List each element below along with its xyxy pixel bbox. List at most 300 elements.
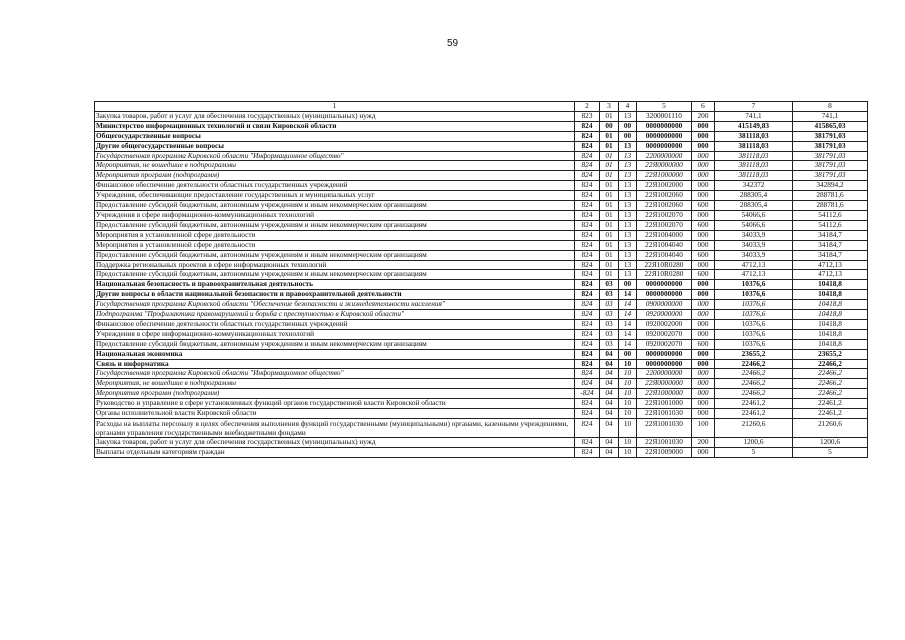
cell-ministry-code: 824 bbox=[575, 447, 600, 457]
cell-amount-1: 22466,2 bbox=[715, 389, 793, 399]
cell-amount-1: 10376,6 bbox=[715, 300, 793, 310]
cell-amount-1: 381118,03 bbox=[715, 171, 793, 181]
cell-section: 04 bbox=[600, 438, 619, 448]
cell-expense-type: 000 bbox=[692, 210, 715, 220]
table-row bbox=[95, 171, 868, 181]
cell-name: Мероприятия программ (подпрограмм) bbox=[95, 171, 575, 181]
cell-section: 04 bbox=[600, 349, 619, 359]
cell-section: 04 bbox=[600, 399, 619, 409]
cell-ministry-code: 824 bbox=[575, 319, 600, 329]
cell-section: 03 bbox=[600, 310, 619, 320]
cell-ministry-code: 824 bbox=[575, 171, 600, 181]
cell-amount-1: 288305,4 bbox=[715, 201, 793, 211]
cell-section: 04 bbox=[600, 359, 619, 369]
cell-target-article: 0000000000 bbox=[637, 131, 692, 141]
cell-section: 04 bbox=[600, 409, 619, 419]
cell-subsection: 13 bbox=[619, 141, 637, 151]
cell-expense-type: 000 bbox=[692, 379, 715, 389]
cell-expense-type: 200 bbox=[692, 438, 715, 448]
cell-amount-1: 34033,9 bbox=[715, 230, 793, 240]
cell-subsection: 13 bbox=[619, 240, 637, 250]
cell-amount-1: 22461,2 bbox=[715, 409, 793, 419]
cell-subsection: 13 bbox=[619, 210, 637, 220]
cell-section: 01 bbox=[600, 240, 619, 250]
cell-amount-1: 10376,6 bbox=[715, 310, 793, 320]
header-cell: 8 bbox=[793, 102, 868, 112]
cell-amount-2: 22466,2 bbox=[793, 369, 868, 379]
cell-expense-type: 000 bbox=[692, 359, 715, 369]
cell-amount-1: 381118,03 bbox=[715, 151, 793, 161]
cell-ministry-code: 824 bbox=[575, 260, 600, 270]
cell-name: Мероприятия, не вошедшие в подпрограммы bbox=[95, 161, 575, 171]
cell-target-article: 0000000000 bbox=[637, 141, 692, 151]
cell-section: 01 bbox=[600, 161, 619, 171]
cell-section: 01 bbox=[600, 201, 619, 211]
cell-ministry-code: 824 bbox=[575, 201, 600, 211]
cell-target-article: 0000000000 bbox=[637, 290, 692, 300]
cell-target-article: 22Я10R0280 bbox=[637, 270, 692, 280]
table-row bbox=[95, 181, 868, 191]
cell-section: 03 bbox=[600, 300, 619, 310]
cell-amount-1: 1200,6 bbox=[715, 438, 793, 448]
cell-name: Государственная программа Кировской области "Информационное общество" bbox=[95, 151, 575, 161]
cell-amount-2: 5 bbox=[793, 447, 868, 457]
cell-section: 03 bbox=[600, 290, 619, 300]
cell-subsection: 14 bbox=[619, 319, 637, 329]
cell-target-article: 2200000000 bbox=[637, 151, 692, 161]
cell-expense-type: 200 bbox=[692, 111, 715, 121]
cell-amount-2: 23655,2 bbox=[793, 349, 868, 359]
cell-section: 01 bbox=[600, 191, 619, 201]
table-row bbox=[95, 369, 868, 379]
table-row bbox=[95, 290, 868, 300]
cell-ministry-code: 824 bbox=[575, 349, 600, 359]
table-row bbox=[95, 329, 868, 339]
cell-ministry-code: 824 bbox=[575, 280, 600, 290]
cell-name: Мероприятия в установленной сфере деятельности bbox=[95, 240, 575, 250]
cell-name: Связь и информатика bbox=[95, 359, 575, 369]
cell-section: 04 bbox=[600, 389, 619, 399]
cell-subsection: 10 bbox=[619, 399, 637, 409]
cell-expense-type: 000 bbox=[692, 349, 715, 359]
cell-ministry-code: 824 bbox=[575, 220, 600, 230]
cell-name: Поддержка региональных проектов в сфере информационных технологий bbox=[95, 260, 575, 270]
table-row bbox=[95, 349, 868, 359]
cell-target-article: 0920002070 bbox=[637, 339, 692, 349]
cell-expense-type: 000 bbox=[692, 399, 715, 409]
cell-amount-2: 54112,6 bbox=[793, 210, 868, 220]
cell-name: Общегосударственные вопросы bbox=[95, 131, 575, 141]
cell-amount-2: 381791,03 bbox=[793, 171, 868, 181]
cell-ministry-code: 824 bbox=[575, 359, 600, 369]
table-row bbox=[95, 260, 868, 270]
cell-name: Другие общегосударственные вопросы bbox=[95, 141, 575, 151]
cell-name: Закупка товаров, работ и услуг для обеспечения государственных (муниципальных) нужд bbox=[95, 438, 575, 448]
cell-subsection: 00 bbox=[619, 121, 637, 131]
cell-target-article: 22Я1001030 bbox=[637, 438, 692, 448]
cell-amount-1: 4712,13 bbox=[715, 270, 793, 280]
cell-target-article: 0000000000 bbox=[637, 280, 692, 290]
cell-amount-2: 415865,03 bbox=[793, 121, 868, 131]
cell-amount-1: 23655,2 bbox=[715, 349, 793, 359]
cell-section: 04 bbox=[600, 369, 619, 379]
cell-section: 04 bbox=[600, 379, 619, 389]
cell-amount-2: 288781,6 bbox=[793, 191, 868, 201]
table-row bbox=[95, 201, 868, 211]
cell-expense-type: 000 bbox=[692, 447, 715, 457]
cell-subsection: 13 bbox=[619, 191, 637, 201]
cell-expense-type: 000 bbox=[692, 161, 715, 171]
cell-ministry-code: 824 bbox=[575, 210, 600, 220]
cell-ministry-code: -824 bbox=[575, 389, 600, 399]
cell-subsection: 13 bbox=[619, 220, 637, 230]
cell-amount-1: 22466,2 bbox=[715, 359, 793, 369]
cell-amount-2: 288781,6 bbox=[793, 201, 868, 211]
cell-amount-1: 10376,6 bbox=[715, 280, 793, 290]
cell-expense-type: 600 bbox=[692, 270, 715, 280]
cell-ministry-code: 824 bbox=[575, 339, 600, 349]
cell-expense-type: 000 bbox=[692, 181, 715, 191]
cell-section: 04 bbox=[600, 447, 619, 457]
cell-amount-2: 21260,6 bbox=[793, 419, 868, 438]
table-row bbox=[95, 210, 868, 220]
cell-expense-type: 000 bbox=[692, 171, 715, 181]
cell-amount-2: 342894,2 bbox=[793, 181, 868, 191]
cell-amount-2: 34184,7 bbox=[793, 250, 868, 260]
cell-amount-2: 4712,13 bbox=[793, 270, 868, 280]
cell-expense-type: 000 bbox=[692, 151, 715, 161]
table-row bbox=[95, 151, 868, 161]
cell-section: 04 bbox=[600, 419, 619, 438]
cell-name: Предоставление субсидий бюджетным, автономным учреждениям и иным некоммерческим организациям bbox=[95, 220, 575, 230]
cell-target-article: 22Я1004040 bbox=[637, 240, 692, 250]
cell-ministry-code: 824 bbox=[575, 369, 600, 379]
cell-amount-2: 22466,2 bbox=[793, 389, 868, 399]
cell-ministry-code: 824 bbox=[575, 270, 600, 280]
cell-ministry-code: 824 bbox=[575, 230, 600, 240]
cell-target-article: 2200000000 bbox=[637, 369, 692, 379]
cell-name: Министерство информационных технологий и связи Кировской области bbox=[95, 121, 575, 131]
cell-ministry-code: 824 bbox=[575, 409, 600, 419]
cell-expense-type: 000 bbox=[692, 329, 715, 339]
cell-expense-type: 000 bbox=[692, 131, 715, 141]
cell-expense-type: 600 bbox=[692, 201, 715, 211]
cell-target-article: 0000000000 bbox=[637, 349, 692, 359]
cell-ministry-code: 824 bbox=[575, 379, 600, 389]
cell-section: 01 bbox=[600, 141, 619, 151]
cell-expense-type: 100 bbox=[692, 419, 715, 438]
cell-subsection: 14 bbox=[619, 310, 637, 320]
table-row bbox=[95, 438, 868, 448]
cell-expense-type: 000 bbox=[692, 409, 715, 419]
table-row bbox=[95, 131, 868, 141]
cell-section: 03 bbox=[600, 319, 619, 329]
cell-amount-2: 10418,8 bbox=[793, 319, 868, 329]
cell-expense-type: 000 bbox=[692, 310, 715, 320]
cell-subsection: 14 bbox=[619, 290, 637, 300]
table-row bbox=[95, 339, 868, 349]
cell-expense-type: 000 bbox=[692, 290, 715, 300]
cell-name: Подпрограмма "Профилактика правонарушений и борьба с преступностью в Кировской области" bbox=[95, 310, 575, 320]
cell-section: 03 bbox=[600, 280, 619, 290]
cell-name: Предоставление субсидий бюджетным, автономным учреждениям и иным некоммерческим организациям bbox=[95, 250, 575, 260]
cell-subsection: 13 bbox=[619, 230, 637, 240]
cell-section: 00 bbox=[600, 121, 619, 131]
cell-amount-1: 381118,03 bbox=[715, 161, 793, 171]
cell-ministry-code: 824 bbox=[575, 121, 600, 131]
cell-expense-type: 000 bbox=[692, 319, 715, 329]
cell-target-article: 0900000000 bbox=[637, 300, 692, 310]
cell-ministry-code: 824 bbox=[575, 161, 600, 171]
table-row bbox=[95, 447, 868, 457]
cell-amount-1: 22466,2 bbox=[715, 369, 793, 379]
cell-amount-2: 22466,2 bbox=[793, 359, 868, 369]
cell-ministry-code: 824 bbox=[575, 300, 600, 310]
cell-target-article: 3200001110 bbox=[637, 111, 692, 121]
cell-subsection: 10 bbox=[619, 379, 637, 389]
table-row bbox=[95, 310, 868, 320]
header-cell: 4 bbox=[619, 102, 637, 112]
cell-section: 01 bbox=[600, 230, 619, 240]
cell-section: 03 bbox=[600, 329, 619, 339]
cell-subsection: 13 bbox=[619, 250, 637, 260]
cell-subsection: 10 bbox=[619, 369, 637, 379]
cell-amount-1: 54066,6 bbox=[715, 220, 793, 230]
cell-target-article: 22Я1000000 bbox=[637, 389, 692, 399]
cell-ministry-code: 824 bbox=[575, 438, 600, 448]
table-row bbox=[95, 121, 868, 131]
table-row bbox=[95, 240, 868, 250]
cell-ministry-code: 824 bbox=[575, 151, 600, 161]
table-row bbox=[95, 409, 868, 419]
cell-amount-2: 381791,03 bbox=[793, 151, 868, 161]
header-cell: 5 bbox=[637, 102, 692, 112]
cell-amount-1: 22466,2 bbox=[715, 379, 793, 389]
cell-name: Мероприятия программ (подпрограмм) bbox=[95, 389, 575, 399]
header-cell: 6 bbox=[692, 102, 715, 112]
table-body bbox=[95, 111, 868, 457]
cell-subsection: 10 bbox=[619, 438, 637, 448]
cell-name: Предоставление субсидий бюджетным, автономным учреждениям и иным некоммерческим организациям bbox=[95, 270, 575, 280]
cell-target-article: 22Я1000000 bbox=[637, 171, 692, 181]
cell-amount-1: 10376,6 bbox=[715, 290, 793, 300]
table-row bbox=[95, 389, 868, 399]
cell-target-article: 22Я10R0280 bbox=[637, 260, 692, 270]
table-row bbox=[95, 270, 868, 280]
table-row bbox=[95, 319, 868, 329]
cell-amount-2: 4712,13 bbox=[793, 260, 868, 270]
table-row bbox=[95, 379, 868, 389]
table-row bbox=[95, 220, 868, 230]
cell-expense-type: 000 bbox=[692, 280, 715, 290]
cell-target-article: 22Я1002060 bbox=[637, 201, 692, 211]
table-row bbox=[95, 280, 868, 290]
cell-amount-2: 10418,8 bbox=[793, 310, 868, 320]
page-number: 59 bbox=[446, 38, 459, 49]
cell-target-article: 0920002000 bbox=[637, 319, 692, 329]
cell-name: Государственная программа Кировской области "Обеспечение безопасности и жизнедеятельности населения" bbox=[95, 300, 575, 310]
cell-amount-1: 342372 bbox=[715, 181, 793, 191]
cell-amount-2: 10418,8 bbox=[793, 290, 868, 300]
cell-ministry-code: 824 bbox=[575, 310, 600, 320]
cell-name: Финансовое обеспечение деятельности областных государственных учреждений bbox=[95, 319, 575, 329]
table-row bbox=[95, 419, 868, 438]
cell-expense-type: 000 bbox=[692, 300, 715, 310]
cell-section: 01 bbox=[600, 181, 619, 191]
cell-subsection: 10 bbox=[619, 419, 637, 438]
cell-amount-1: 381118,03 bbox=[715, 141, 793, 151]
cell-subsection: 10 bbox=[619, 389, 637, 399]
cell-name: Расходы на выплаты персоналу в целях обеспечения выполнения функций государственными (муниципальными) органами, казенными учреждениями, органами управления государственными внебюджетными фондами bbox=[95, 419, 575, 438]
cell-expense-type: 000 bbox=[692, 191, 715, 201]
cell-expense-type: 000 bbox=[692, 240, 715, 250]
cell-name: Предоставление субсидий бюджетным, автономным учреждениям и иным некоммерческим организациям bbox=[95, 201, 575, 211]
cell-expense-type: 600 bbox=[692, 250, 715, 260]
cell-target-article: 0000000000 bbox=[637, 121, 692, 131]
cell-target-article: 0000000000 bbox=[637, 359, 692, 369]
cell-name: Предоставление субсидий бюджетным, автономным учреждениям и иным некоммерческим организациям bbox=[95, 339, 575, 349]
cell-amount-2: 10418,8 bbox=[793, 329, 868, 339]
cell-subsection: 10 bbox=[619, 409, 637, 419]
cell-expense-type: 000 bbox=[692, 141, 715, 151]
cell-section: 01 bbox=[600, 171, 619, 181]
cell-amount-1: 22461,2 bbox=[715, 399, 793, 409]
cell-ministry-code: 824 bbox=[575, 399, 600, 409]
cell-name: Учреждения в сфере информационно-коммуникационных технологий bbox=[95, 210, 575, 220]
cell-amount-2: 381791,03 bbox=[793, 141, 868, 151]
header-row bbox=[95, 102, 868, 112]
cell-amount-2: 381791,03 bbox=[793, 161, 868, 171]
cell-amount-1: 10376,6 bbox=[715, 329, 793, 339]
cell-amount-2: 10418,8 bbox=[793, 280, 868, 290]
cell-subsection: 13 bbox=[619, 270, 637, 280]
cell-name: Органы исполнительной власти Кировской области bbox=[95, 409, 575, 419]
cell-amount-2: 34184,7 bbox=[793, 230, 868, 240]
cell-expense-type: 000 bbox=[692, 230, 715, 240]
cell-amount-2: 10418,8 bbox=[793, 300, 868, 310]
budget-table bbox=[94, 101, 868, 458]
cell-subsection: 13 bbox=[619, 111, 637, 121]
cell-name: Государственная программа Кировской области "Информационное общество" bbox=[95, 369, 575, 379]
cell-section: 03 bbox=[600, 339, 619, 349]
cell-amount-2: 22466,2 bbox=[793, 379, 868, 389]
cell-amount-1: 34033,9 bbox=[715, 240, 793, 250]
cell-ministry-code: 824 bbox=[575, 131, 600, 141]
cell-expense-type: 600 bbox=[692, 339, 715, 349]
cell-section: 01 bbox=[600, 210, 619, 220]
cell-section: 01 bbox=[600, 270, 619, 280]
cell-amount-1: 5 bbox=[715, 447, 793, 457]
cell-ministry-code: 824 bbox=[575, 240, 600, 250]
cell-amount-2: 54112,6 bbox=[793, 220, 868, 230]
cell-section: 01 bbox=[600, 220, 619, 230]
cell-target-article: 22Я1002000 bbox=[637, 181, 692, 191]
header-cell: 3 bbox=[600, 102, 619, 112]
cell-section: 01 bbox=[600, 111, 619, 121]
cell-ministry-code: 824 bbox=[575, 419, 600, 438]
cell-section: 01 bbox=[600, 250, 619, 260]
cell-target-article: 0920002070 bbox=[637, 329, 692, 339]
cell-subsection: 13 bbox=[619, 260, 637, 270]
table-row bbox=[95, 359, 868, 369]
cell-section: 01 bbox=[600, 260, 619, 270]
cell-name: Учреждения в сфере информационно-коммуникационных технологий bbox=[95, 329, 575, 339]
cell-subsection: 14 bbox=[619, 329, 637, 339]
cell-subsection: 00 bbox=[619, 280, 637, 290]
cell-name: Мероприятия в установленной сфере деятельности bbox=[95, 230, 575, 240]
cell-ministry-code: 824 bbox=[575, 290, 600, 300]
cell-target-article: 22Я1009000 bbox=[637, 447, 692, 457]
cell-name: Финансовое обеспечение деятельности областных государственных учреждений bbox=[95, 181, 575, 191]
cell-target-article: 22Я0000000 bbox=[637, 379, 692, 389]
header-cell: 7 bbox=[715, 102, 793, 112]
cell-expense-type: 000 bbox=[692, 389, 715, 399]
cell-ministry-code: 824 bbox=[575, 250, 600, 260]
cell-target-article: 22Я1001030 bbox=[637, 409, 692, 419]
cell-target-article: 22Я1004000 bbox=[637, 230, 692, 240]
cell-subsection: 00 bbox=[619, 349, 637, 359]
cell-amount-1: 741,1 bbox=[715, 111, 793, 121]
cell-target-article: 22Я1002070 bbox=[637, 210, 692, 220]
cell-name: Закупка товаров, работ и услуг для обеспечения государственных (муниципальных) нужд bbox=[95, 111, 575, 121]
header-cell: 2 bbox=[575, 102, 600, 112]
cell-section: 01 bbox=[600, 131, 619, 141]
cell-expense-type: 000 bbox=[692, 121, 715, 131]
cell-ministry-code: 824 bbox=[575, 329, 600, 339]
table-row bbox=[95, 300, 868, 310]
cell-subsection: 10 bbox=[619, 359, 637, 369]
cell-subsection: 13 bbox=[619, 181, 637, 191]
table-row bbox=[95, 230, 868, 240]
cell-target-article: 22Я1001030 bbox=[637, 419, 692, 438]
cell-amount-2: 1200,6 bbox=[793, 438, 868, 448]
cell-ministry-code: 823 bbox=[575, 111, 600, 121]
cell-amount-2: 22461,2 bbox=[793, 409, 868, 419]
header-cell: 1 bbox=[95, 102, 575, 112]
cell-amount-2: 34184,7 bbox=[793, 240, 868, 250]
cell-target-article: 22Я1004040 bbox=[637, 250, 692, 260]
cell-amount-1: 34033,9 bbox=[715, 250, 793, 260]
cell-amount-1: 54066,6 bbox=[715, 210, 793, 220]
cell-subsection: 13 bbox=[619, 161, 637, 171]
cell-subsection: 13 bbox=[619, 171, 637, 181]
cell-name: Руководство и управление в сфере установленных функций органов государственной власти Кировской области bbox=[95, 399, 575, 409]
cell-amount-2: 381791,03 bbox=[793, 131, 868, 141]
cell-name: Национальная безопасность и правоохранительная деятельность bbox=[95, 280, 575, 290]
cell-amount-1: 4712,13 bbox=[715, 260, 793, 270]
cell-subsection: 10 bbox=[619, 447, 637, 457]
cell-amount-1: 21260,6 bbox=[715, 419, 793, 438]
cell-section: 01 bbox=[600, 151, 619, 161]
cell-subsection: 13 bbox=[619, 151, 637, 161]
table-row bbox=[95, 399, 868, 409]
cell-name: Другие вопросы в области национальной безопасности и правоохранительной деятельности bbox=[95, 290, 575, 300]
cell-name: Выплаты отдельным категориям граждан bbox=[95, 447, 575, 457]
cell-name: Учреждения, обеспечивающие предоставление государственных и муниципальных услуг bbox=[95, 191, 575, 201]
table-row bbox=[95, 111, 868, 121]
cell-amount-1: 288305,4 bbox=[715, 191, 793, 201]
cell-amount-2: 10418,8 bbox=[793, 339, 868, 349]
table-row bbox=[95, 161, 868, 171]
cell-target-article: 22Я1002060 bbox=[637, 191, 692, 201]
cell-target-article: 0920000000 bbox=[637, 310, 692, 320]
cell-ministry-code: 824 bbox=[575, 191, 600, 201]
cell-target-article: 22Я1001000 bbox=[637, 399, 692, 409]
cell-subsection: 14 bbox=[619, 300, 637, 310]
cell-subsection: 14 bbox=[619, 339, 637, 349]
cell-expense-type: 000 bbox=[692, 369, 715, 379]
cell-expense-type: 000 bbox=[692, 260, 715, 270]
